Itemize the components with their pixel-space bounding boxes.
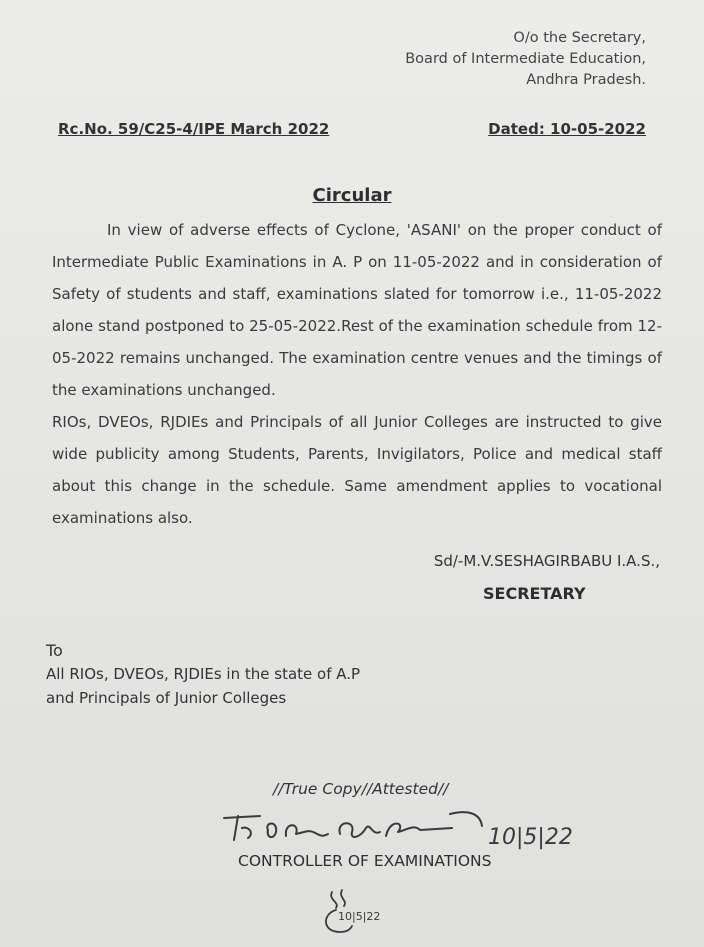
true-copy-attested: //True Copy//Attested//: [273, 780, 449, 798]
signature-date: 10|5|22: [488, 825, 573, 850]
designation: SECRETARY: [483, 584, 586, 603]
handwritten-initials: [316, 880, 406, 940]
recipients: [46, 662, 360, 710]
reference-number: Rc.No. 59/C25-4/IPE March 2022: [58, 120, 330, 138]
recipient-line-2: and Principals of Junior Colleges: [46, 689, 287, 707]
office-line-2: Board of Intermediate Education,: [405, 51, 646, 67]
recipient-line-1: All RIOs, DVEOs, RJDIEs in the state of A.P: [46, 665, 361, 683]
body-paragraph-1: In view of adverse effects of Cyclone, 'ASANI' on the proper conduct of Intermediate Public Examinations in A. P on 11-05-2022 and in consideration of Safety of students and staff, examinations slated for tomorrow i.e., 11-05-2022 alone stand postponed to 25-05-2022.Rest of the examination schedule from 12-05-2022 remains unchanged. The examination centre venues and the timings of the examinations unchanged.: [52, 221, 662, 399]
circular-title: Circular: [312, 185, 392, 206]
office-line-3: Andhra Pradesh.: [526, 72, 646, 88]
signed-by: Sd/-M.V.SESHAGIRBABU I.A.S.,: [433, 552, 660, 570]
body-paragraph-2: RIOs, DVEOs, RJDIEs and Principals of all Junior Colleges are instructed to give wide publicity among Students, Parents, Invigilators, Police and medical staff about this change in the schedule. Same amendment applies to vocational examinations also.: [52, 413, 662, 527]
issuing-office: [405, 28, 646, 91]
office-line-1: O/o the Secretary,: [513, 30, 646, 46]
date-line: Dated: 10-05-2022: [488, 120, 646, 138]
initials-date: 10|5|22: [338, 910, 381, 923]
controller-of-examinations: CONTROLLER OF EXAMINATIONS: [238, 852, 492, 870]
to-label: To: [46, 641, 63, 660]
handwritten-signature: [220, 800, 620, 860]
